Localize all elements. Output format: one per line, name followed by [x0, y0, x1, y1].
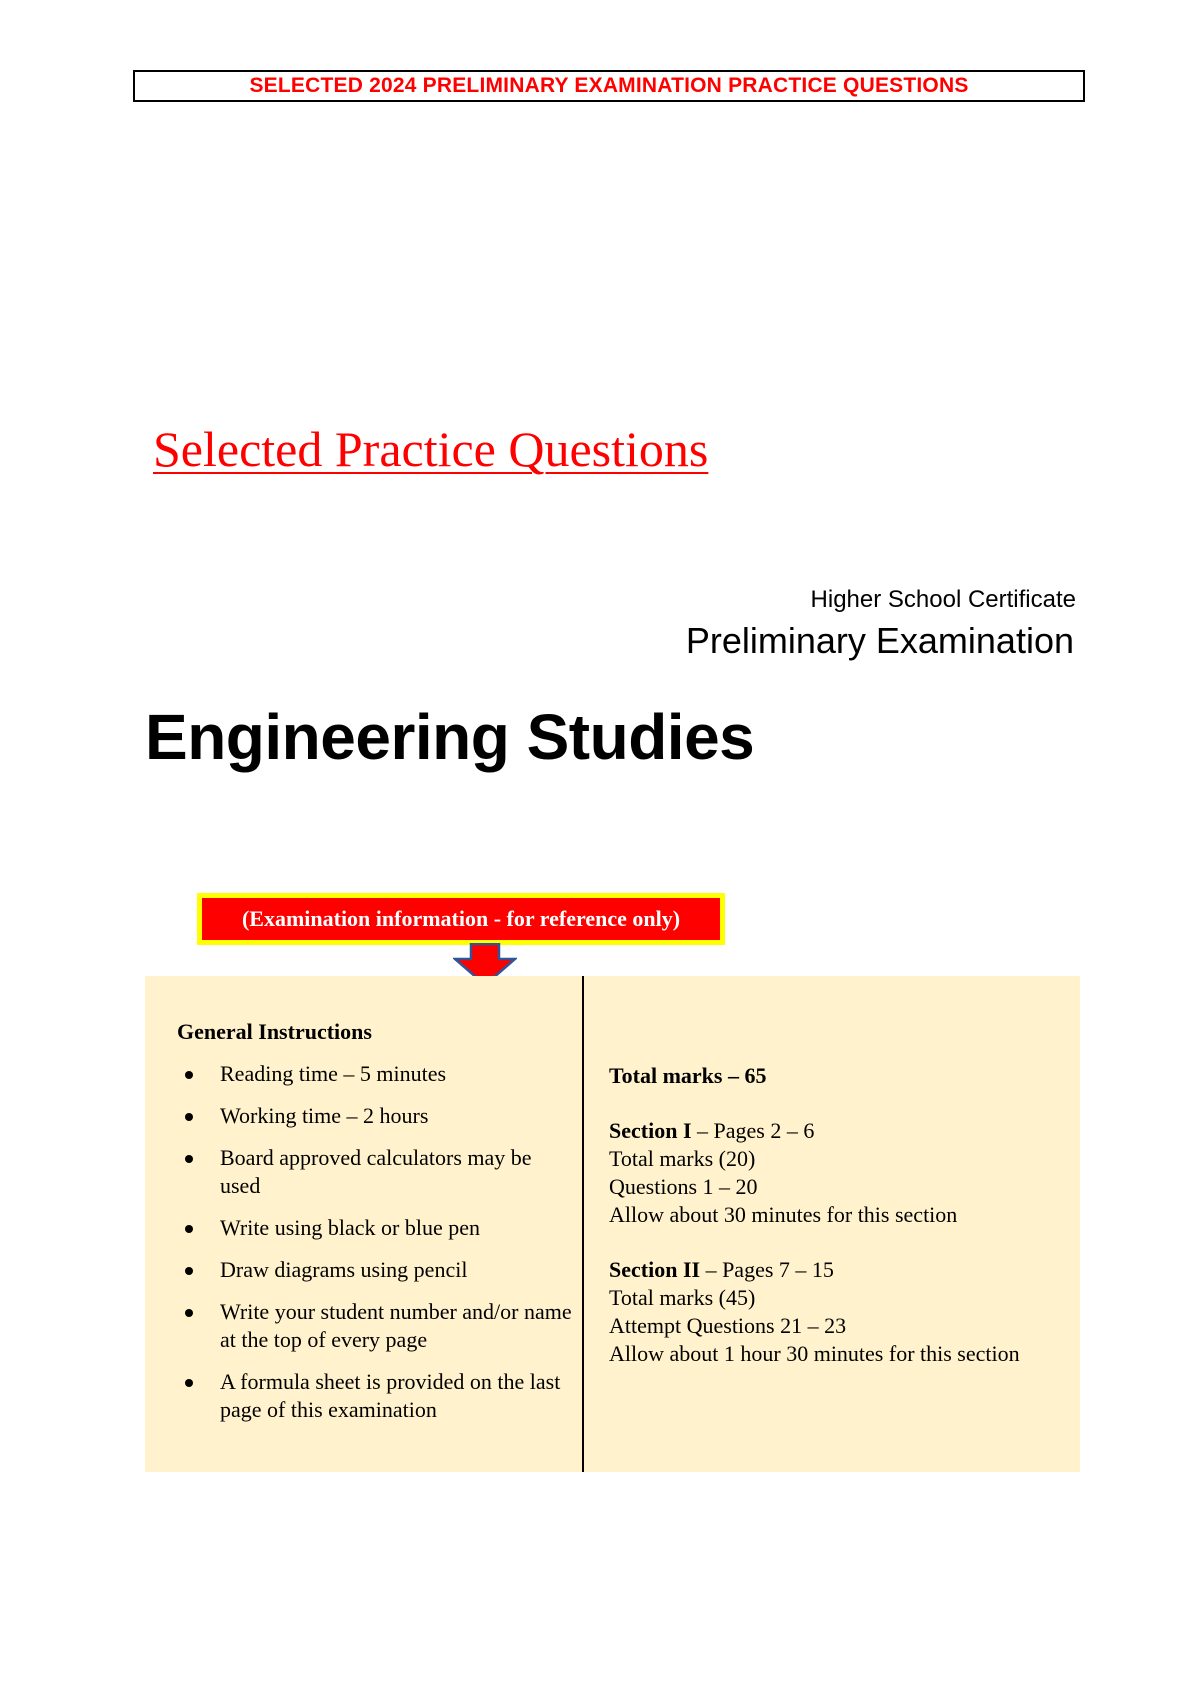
section1-heading	[609, 1117, 1069, 1145]
instruction-item: Write your student number and/or name at the top of every page	[177, 1298, 577, 1354]
section2-total: Total marks (45)	[609, 1285, 756, 1310]
bullet-icon	[185, 1071, 193, 1079]
instructions-heading: General Instructions	[177, 1019, 372, 1044]
bullet-icon	[185, 1309, 193, 1317]
subject-title: Engineering Studies	[145, 701, 755, 773]
panel-divider	[582, 976, 584, 1472]
instructions-list	[177, 1060, 577, 1424]
practice-title: Selected Practice Questions	[153, 421, 709, 477]
bullet-icon	[185, 1113, 193, 1121]
section2-label: Section II	[609, 1257, 701, 1282]
exam-type-label: Preliminary Examination	[685, 620, 1074, 661]
section1-questions: Questions 1 – 20	[609, 1174, 758, 1199]
instruction-item: Reading time – 5 minutes	[177, 1060, 577, 1088]
section1-total: Total marks (20)	[609, 1146, 756, 1171]
instruction-item: Write using black or blue pen	[177, 1214, 577, 1242]
instruction-item: Draw diagrams using pencil	[177, 1256, 577, 1284]
exam-info-panel	[145, 976, 1080, 1472]
instruction-item: Board approved calculators may be used	[177, 1144, 577, 1200]
section1-label: Section I	[609, 1118, 692, 1143]
section2-pages: – Pages 7 – 15	[700, 1257, 834, 1282]
top-banner: SELECTED 2024 PRELIMINARY EXAMINATION PRACTICE QUESTIONS	[133, 70, 1085, 102]
instruction-item: A formula sheet is provided on the last page of this examination	[177, 1368, 577, 1424]
exam-info-callout: (Examination information - for reference only)	[197, 893, 725, 945]
bullet-icon	[185, 1155, 193, 1163]
section1-time: Allow about 30 minutes for this section	[609, 1202, 958, 1227]
bullet-icon	[185, 1379, 193, 1387]
general-instructions	[177, 1018, 577, 1438]
bullet-icon	[185, 1267, 193, 1275]
section2-time: Allow about 1 hour 30 minutes for this section	[609, 1341, 1020, 1366]
section2-questions: Attempt Questions 21 – 23	[609, 1313, 847, 1338]
bullet-icon	[185, 1225, 193, 1233]
total-marks: Total marks – 65	[609, 1063, 767, 1088]
section1-pages: – Pages 2 – 6	[691, 1118, 815, 1143]
instruction-item: Working time – 2 hours	[177, 1102, 577, 1130]
marks-summary	[609, 1062, 1069, 1368]
certificate-label: Higher School Certificate	[810, 586, 1076, 613]
section2-heading	[609, 1256, 1069, 1284]
